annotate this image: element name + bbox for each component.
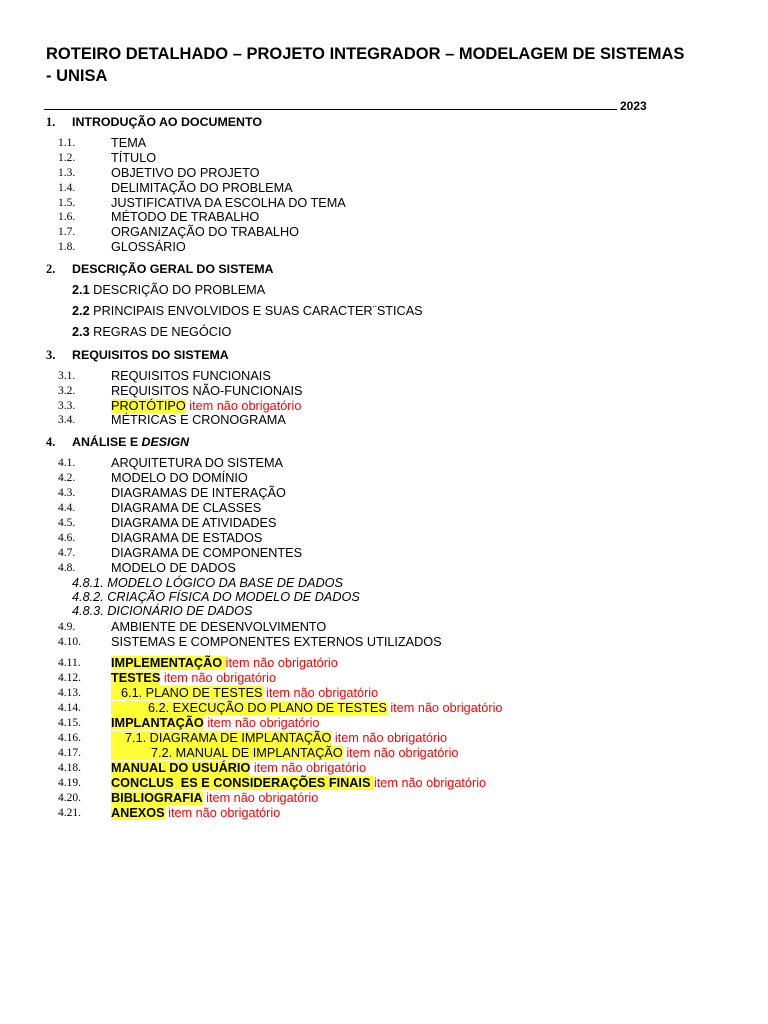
optional-note: item não obrigatório: [207, 716, 320, 730]
item-number: 4.9.: [58, 621, 76, 633]
item-number: 3.1.: [58, 370, 76, 382]
item-label: GLOSSÁRIO: [111, 240, 186, 254]
section-number: 3.: [46, 348, 56, 362]
item-number: 4.8.: [58, 562, 76, 574]
optional-note: item não obrigatório: [206, 791, 319, 805]
item-label: DIAGRAMAS DE INTERAÇÃO: [111, 486, 286, 500]
item-label: 7.1. DIAGRAMA DE IMPLANTAÇÃO: [111, 731, 331, 745]
optional-note: item não obrigatório: [390, 701, 503, 715]
item-label: 6.2. EXECUÇÃO DO PLANO DE TESTES: [111, 701, 387, 715]
section-label-italic: DESIGN: [141, 435, 190, 449]
optional-note: item não obrigatório: [373, 776, 487, 790]
item-number: 4.1.: [58, 457, 76, 469]
item-label: MÉTRICAS E CRONOGRAMA: [111, 413, 286, 427]
item-number: 4.21.: [58, 807, 81, 819]
item-number: 4.5.: [58, 517, 76, 529]
item-number: 4.19.: [58, 777, 81, 789]
section-label: DESCRIÇÃO GERAL DO SISTEMA: [72, 262, 274, 276]
item-label: REGRAS DE NEGÓCIO: [93, 325, 232, 339]
item-number: 4.15.: [58, 717, 81, 729]
document-year: 2023: [620, 99, 647, 113]
item-label: 4.8.1. MODELO LÓGICO DA BASE DE DADOS: [72, 576, 343, 590]
item-number: 3.2.: [58, 385, 76, 397]
optional-note: item não obrigatório: [266, 686, 379, 700]
item-label: IMPLANTAÇÃO: [111, 716, 204, 730]
item-number: 1.2.: [58, 152, 76, 164]
item-label: PRINCIPAIS ENVOLVIDOS E SUAS CARACTER¨STICAS: [93, 304, 423, 318]
item-number: 4.16.: [58, 732, 81, 744]
item-label: DELIMITAÇÃO DO PROBLEMA: [111, 181, 293, 195]
item-label: DIAGRAMA DE COMPONENTES: [111, 546, 303, 560]
item-number: 4.12.: [58, 672, 81, 684]
item-number: 4.14.: [58, 702, 81, 714]
item-label: TÍTULO: [111, 151, 157, 165]
item-label: TESTES: [111, 671, 161, 685]
optional-note: item não obrigatório: [346, 746, 459, 760]
item-label: ARQUITETURA DO SISTEMA: [111, 456, 284, 470]
optional-note: item não obrigatório: [168, 806, 281, 820]
item-number: 1.4.: [58, 182, 76, 194]
item-label: MODELO DO DOMÍNIO: [111, 471, 248, 485]
item-label: DIAGRAMA DE ATIVIDADES: [111, 516, 277, 530]
optional-note: item não obrigatório: [253, 761, 366, 775]
item-number: 2.2: [72, 304, 90, 318]
item-number: 1.6.: [58, 211, 76, 223]
item-label: CONCLUS ES E CONSIDERAÇÕES FINAIS: [111, 776, 374, 790]
item-label: ORGANIZAÇÃO DO TRABALHO: [111, 225, 299, 239]
item-number: 2.3: [72, 325, 90, 339]
item-number: 3.4.: [58, 414, 76, 426]
item-number: 3.3.: [58, 400, 76, 412]
section-number: 2.: [46, 262, 56, 276]
document-title: ROTEIRO DETALHADO – PROJETO INTEGRADOR – MODELAGEM DE SISTEMAS - UNISA: [46, 45, 685, 85]
section-label: INTRODUÇÃO AO DOCUMENTO: [72, 115, 262, 129]
section-label: REQUISITOS DO SISTEMA: [72, 348, 229, 362]
item-number: 4.2.: [58, 472, 76, 484]
item-number: 4.4.: [58, 502, 76, 514]
item-label: SISTEMAS E COMPONENTES EXTERNOS UTILIZADOS: [111, 635, 442, 649]
section-number: 4.: [46, 435, 56, 449]
item-label: DIAGRAMA DE CLASSES: [111, 501, 262, 515]
optional-note: item não obrigatório: [163, 671, 277, 685]
item-label: IMPLEMENTAÇÃO: [111, 656, 226, 670]
item-number: 4.18.: [58, 762, 81, 774]
item-label: TEMA: [111, 136, 147, 150]
item-number: 1.5.: [58, 197, 76, 209]
item-label: 7.2. MANUAL DE IMPLANTAÇÃO: [111, 746, 343, 760]
item-number: 2.1: [72, 283, 90, 297]
optional-note: item não obrigatório: [189, 399, 302, 413]
item-number: 4.20.: [58, 792, 81, 804]
item-number: 4.17.: [58, 747, 81, 759]
item-number: 1.3.: [58, 167, 76, 179]
item-number: 4.6.: [58, 532, 76, 544]
item-label: REQUISITOS NÃO-FUNCIONAIS: [111, 384, 303, 398]
item-label: DESCRIÇÃO DO PROBLEMA: [93, 283, 266, 297]
item-label: MODELO DE DADOS: [111, 561, 236, 575]
item-label: AMBIENTE DE DESENVOLVIMENTO: [111, 620, 327, 634]
item-label: PROTÓTIPO: [111, 399, 186, 413]
item-number: 4.7.: [58, 547, 76, 559]
item-label: 6.1. PLANO DE TESTES: [111, 686, 263, 700]
item-label: ANEXOS: [111, 806, 165, 820]
title-rule: [44, 109, 617, 110]
section-label: ANÁLISE E: [72, 435, 142, 449]
item-label: 4.8.3. DICIONÁRIO DE DADOS: [72, 604, 253, 618]
optional-note: item não obrigatório: [334, 731, 448, 745]
item-label: DIAGRAMA DE ESTADOS: [111, 531, 263, 545]
item-label: BIBLIOGRAFIA: [111, 791, 203, 805]
item-number: 4.13.: [58, 687, 81, 699]
item-number: 4.11.: [58, 657, 81, 669]
item-label: 4.8.2. CRIAÇÃO FÍSICA DO MODELO DE DADOS: [72, 590, 360, 604]
item-label: OBJETIVO DO PROJETO: [111, 166, 260, 180]
item-label: MANUAL DO USUÁRIO: [111, 761, 251, 775]
item-number: 4.10.: [58, 636, 81, 648]
section-number: 1.: [46, 115, 56, 129]
item-label: MÉTODO DE TRABALHO: [111, 210, 260, 224]
optional-note: item não obrigatório: [225, 656, 338, 670]
item-label: JUSTIFICATIVA DA ESCOLHA DO TEMA: [111, 196, 346, 210]
item-number: 4.3.: [58, 487, 76, 499]
item-label: REQUISITOS FUNCIONAIS: [111, 369, 271, 383]
item-number: 1.7.: [58, 226, 76, 238]
item-number: 1.1.: [58, 137, 76, 149]
item-number: 1.8.: [58, 241, 76, 253]
